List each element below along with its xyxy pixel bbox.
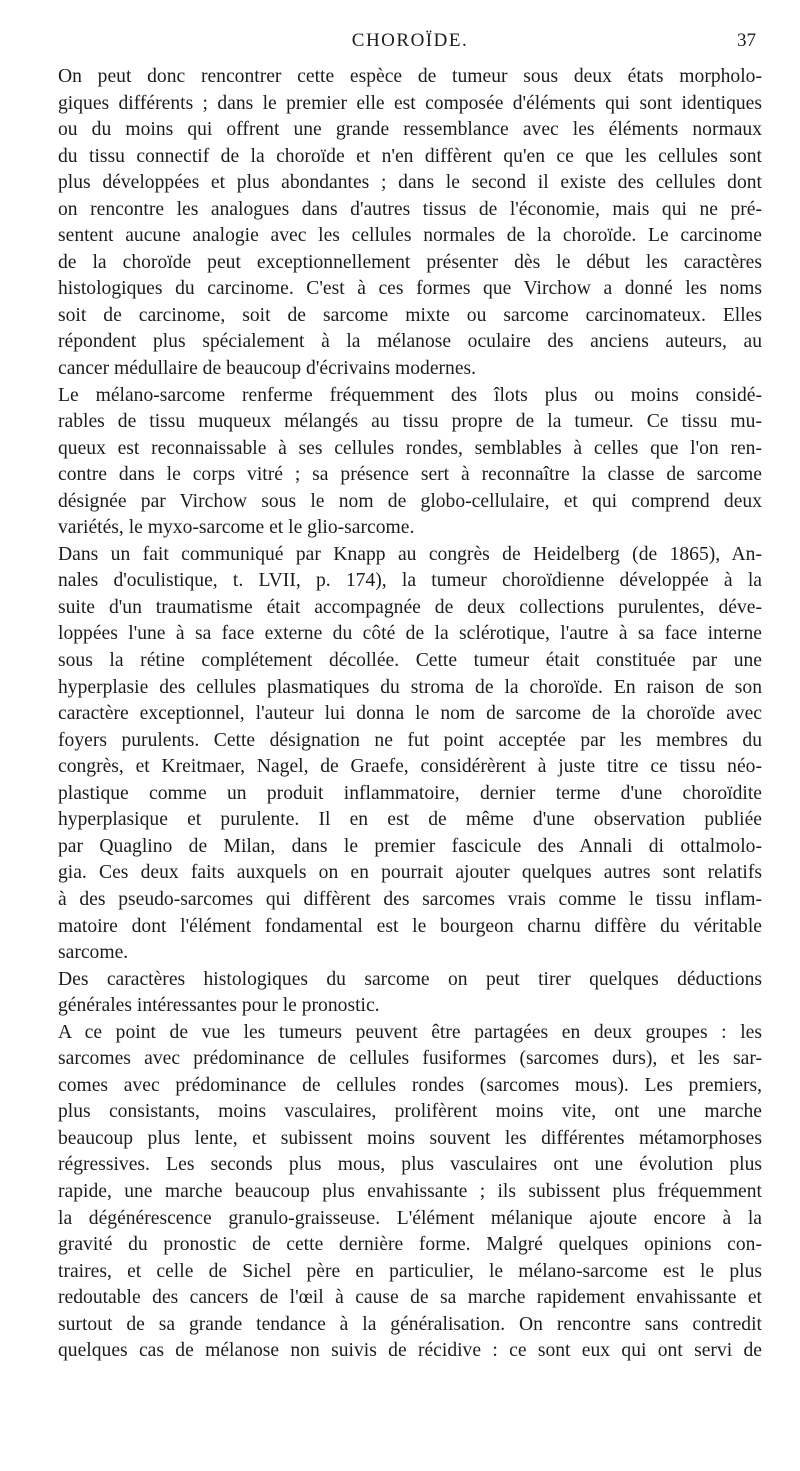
text-line: foyers purulents. Cette désignation ne fut point acceptée par les membres du xyxy=(58,729,762,751)
text-line: à des pseudo-sarcomes qui diffèrent des sarcomes vrais comme le tissu inflam- xyxy=(58,888,762,910)
text-line: gia. Ces deux faits auxquels on en pourrait ajouter quelques autres sont relatifs xyxy=(58,862,762,884)
text-line: Le mélano-sarcome renferme fréquemment des îlots plus ou moins considé- xyxy=(58,384,762,406)
text-line: Dans un fait communiqué par Knapp au congrès de Heidelberg (de 1865), An- xyxy=(58,543,762,565)
text-line: sarcomes avec prédominance de cellules fusiformes (sarcomes durs), et les sar- xyxy=(58,1048,762,1070)
text-line: Des caractères histologiques du sarcome on peut tirer quelques déductions xyxy=(58,968,762,990)
text-line: hyperplasique et purulente. Il en est de même d'une observation publiée xyxy=(58,809,762,831)
text-line: la dégénérescence granulo-graisseuse. L'élément mélanique ajoute encore à la xyxy=(58,1207,762,1229)
text-line: générales intéressantes pour le pronostic. xyxy=(58,995,380,1017)
text-line: de la choroïde peut exceptionnellement présenter dès le début les caractères xyxy=(58,251,762,273)
text-line: On peut donc rencontrer cette espèce de tumeur sous deux états morpholo- xyxy=(58,66,762,87)
text-line: sentent aucune analogie avec les cellules normales de la choroïde. Le carcinome xyxy=(58,225,762,247)
text-line: contre dans le corps vitré ; sa présence sert à reconnaître la classe de sarcome xyxy=(58,464,762,486)
text-line: loppées l'une à sa face externe du côté de la sclérotique, l'autre à sa face interne xyxy=(58,623,762,645)
text-line: cancer médullaire de beaucoup d'écrivains modernes. xyxy=(58,358,477,380)
text-line: rapide, une marche beaucoup plus envahissante ; ils subissent plus fréquemment xyxy=(58,1180,762,1202)
text-line: hyperplasie des cellules plasmatiques du stroma de la choroïde. En raison de son xyxy=(58,676,762,698)
text-line: variétés, le myxo-sarcome et le glio-sarcome. xyxy=(58,517,415,539)
paragraph-2 xyxy=(58,383,762,542)
text-line: du tissu connectif de la choroïde et n'en diffèrent qu'en ce que les cellules sont xyxy=(58,145,762,167)
text-line: rables de tissu muqueux mélangés au tissu propre de la tumeur. Ce tissu mu- xyxy=(58,411,762,433)
text-line: surtout de sa grande tendance à la généralisation. On rencontre sans contredit xyxy=(58,1313,762,1335)
text-line: caractère exceptionnel, l'auteur lui donna le nom de sarcome de la choroïde avec xyxy=(58,703,762,725)
text-line: régressives. Les seconds plus mous, plus vasculaires ont une évolution plus xyxy=(58,1154,762,1176)
text-line: gravité du pronostic de cette dernière forme. Malgré quelques opinions con- xyxy=(58,1234,762,1256)
text-line: nales d'oculistique, t. LVII, p. 174), la tumeur choroïdienne développée à la xyxy=(58,570,762,592)
document-page xyxy=(58,28,762,1365)
paragraph-5 xyxy=(58,1020,762,1365)
running-header xyxy=(58,28,762,56)
text-line: giques différents ; dans le premier elle est composée d'éléments qui sont identiques xyxy=(58,92,762,114)
text-line: par Quaglino de Milan, dans le premier fascicule des Annali di ottalmolo- xyxy=(58,835,762,857)
text-line: queux est reconnaissable à ses cellules rondes, semblables à celles que l'on ren- xyxy=(58,437,762,459)
text-line: sarcome. xyxy=(58,942,129,964)
text-line: ou du moins qui offrent une grande ressemblance avec les éléments normaux xyxy=(58,119,762,141)
text-line: comes avec prédominance de cellules rondes (sarcomes mous). Les premiers, xyxy=(58,1074,762,1096)
text-line: plus consistants, moins vasculaires, prolifèrent moins vite, ont une marche xyxy=(58,1101,762,1123)
text-line: plastique comme un produit inflammatoire, dernier terme d'une choroïdite xyxy=(58,782,762,804)
paragraph-1 xyxy=(58,64,762,383)
text-line: désignée par Virchow sous le nom de globo-cellulaire, et qui comprend deux xyxy=(58,490,762,512)
text-line: répondent plus spécialement à la mélanose oculaire des anciens auteurs, au xyxy=(58,331,762,353)
text-line: on rencontre les analogues dans d'autres tissus de l'économie, mais qui ne pré- xyxy=(58,198,762,220)
text-line: sous la rétine complétement décollée. Cette tumeur était constituée par une xyxy=(58,650,762,672)
text-line: matoire dont l'élément fondamental est le bourgeon charnu diffère du véritable xyxy=(58,915,762,937)
text-line: histologiques du carcinome. C'est à ces formes que Virchow a donné les noms xyxy=(58,278,762,300)
text-line: congrès, et Kreitmaer, Nagel, de Graefe, considérèrent à juste titre ce tissu néo- xyxy=(58,756,762,778)
body-text xyxy=(58,64,762,1365)
paragraph-3 xyxy=(58,542,762,967)
page-number: 37 xyxy=(737,30,756,51)
text-line: beaucoup plus lente, et subissent moins souvent les différentes métamorphoses xyxy=(58,1127,762,1149)
text-line: A ce point de vue les tumeurs peuvent être partagées en deux groupes : les xyxy=(58,1021,762,1043)
paragraph-4 xyxy=(58,967,762,1020)
text-line: plus développées et plus abondantes ; dans le second il existe des cellules dont xyxy=(58,172,762,194)
text-line: soit de carcinome, soit de sarcome mixte ou sarcome carcinomateux. Elles xyxy=(58,304,762,326)
text-line: quelques cas de mélanose non suivis de récidive : ce sont eux qui ont servi de xyxy=(58,1340,762,1362)
running-title: CHOROÏDE. xyxy=(351,30,469,51)
text-line: redoutable des cancers de l'œil à cause de sa marche rapidement envahissante et xyxy=(58,1287,762,1309)
text-line: suite d'un traumatisme était accompagnée de deux collections purulentes, déve- xyxy=(58,596,762,618)
text-line: traires, et celle de Sichel père en particulier, le mélano-sarcome est le plus xyxy=(58,1260,762,1282)
